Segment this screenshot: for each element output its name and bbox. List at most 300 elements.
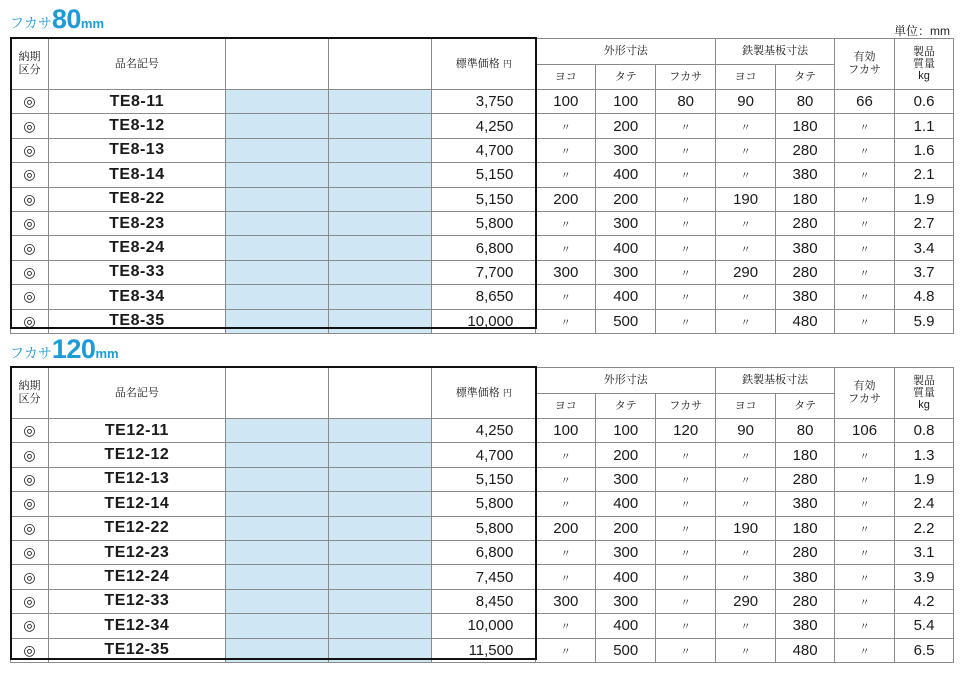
header-steel-yoko: ヨコ (716, 65, 776, 90)
steel-tate-cell: 280 (776, 138, 835, 162)
outer-fukasa-cell: 〃 (656, 211, 716, 235)
outer-fukasa-cell: 120 (656, 419, 716, 443)
effective-depth-cell: 〃 (835, 187, 895, 211)
steel-tate-cell: 380 (776, 285, 835, 309)
product-code: TE12-24 (48, 565, 225, 589)
product-code: TE12-13 (48, 467, 225, 491)
outer-fukasa-cell: 〃 (656, 114, 716, 138)
header-blank-2 (328, 39, 432, 90)
outer-fukasa-cell: 〃 (656, 163, 716, 187)
delivery-mark: ◎ (11, 163, 49, 187)
effective-depth-cell: 〃 (835, 138, 895, 162)
product-code: TE12-33 (48, 589, 225, 613)
outer-yoko-cell: 〃 (536, 614, 596, 638)
product-code: TE8-13 (48, 138, 225, 162)
delivery-mark: ◎ (11, 467, 49, 491)
price-cell: 4,250 (432, 114, 536, 138)
product-code: TE12-35 (48, 638, 225, 662)
outer-tate-cell: 200 (596, 443, 656, 467)
price-table (10, 38, 954, 334)
delivery-mark: ◎ (11, 565, 49, 589)
effective-depth-cell: 〃 (835, 285, 895, 309)
outer-yoko-cell: 〃 (536, 163, 596, 187)
mass-cell: 1.6 (895, 138, 954, 162)
delivery-mark: ◎ (11, 589, 49, 613)
outer-yoko-cell: 〃 (536, 492, 596, 516)
delivery-mark: ◎ (11, 516, 49, 540)
mass-cell: 3.1 (895, 540, 954, 564)
blank-cell (328, 565, 432, 589)
delivery-mark: ◎ (11, 211, 49, 235)
mass-cell: 2.4 (895, 492, 954, 516)
table-row (11, 467, 954, 491)
header-outer-dims: 外形寸法 (536, 368, 716, 394)
blank-cell (225, 309, 328, 333)
product-code: TE8-22 (48, 187, 225, 211)
outer-yoko-cell: 〃 (536, 236, 596, 260)
blank-cell (328, 589, 432, 613)
header-steel-tate: タテ (776, 394, 835, 419)
header-price: 標準価格 円 (432, 368, 536, 419)
blank-cell (225, 90, 328, 114)
product-code: TE8-33 (48, 260, 225, 284)
outer-fukasa-cell: 〃 (656, 589, 716, 613)
table-row (11, 309, 954, 333)
header-price: 標準価格 円 (432, 39, 536, 90)
header-mass: 製品 質量 kg (895, 368, 954, 419)
header-steel-tate: タテ (776, 65, 835, 90)
blank-cell (328, 614, 432, 638)
blank-cell (328, 285, 432, 309)
effective-depth-cell: 〃 (835, 211, 895, 235)
outer-tate-cell: 300 (596, 540, 656, 564)
table-row (11, 638, 954, 662)
steel-tate-cell: 380 (776, 565, 835, 589)
table-row (11, 260, 954, 284)
steel-tate-cell: 280 (776, 467, 835, 491)
steel-tate-cell: 180 (776, 187, 835, 211)
table-row (11, 492, 954, 516)
blank-cell (328, 211, 432, 235)
product-code: TE8-23 (48, 211, 225, 235)
steel-yoko-cell: 〃 (716, 443, 776, 467)
product-code: TE12-12 (48, 443, 225, 467)
outer-fukasa-cell: 〃 (656, 443, 716, 467)
effective-depth-cell: 〃 (835, 540, 895, 564)
steel-tate-cell: 380 (776, 492, 835, 516)
blank-cell (328, 516, 432, 540)
outer-tate-cell: 400 (596, 614, 656, 638)
outer-fukasa-cell: 〃 (656, 540, 716, 564)
steel-yoko-cell: 〃 (716, 163, 776, 187)
blank-cell (225, 163, 328, 187)
table-row (11, 163, 954, 187)
header-outer-fukasa: フカサ (656, 65, 716, 90)
outer-fukasa-cell: 〃 (656, 236, 716, 260)
outer-tate-cell: 300 (596, 138, 656, 162)
price-cell: 5,150 (432, 187, 536, 211)
price-cell: 7,450 (432, 565, 536, 589)
outer-fukasa-cell: 〃 (656, 565, 716, 589)
table-row (11, 138, 954, 162)
blank-cell (225, 638, 328, 662)
steel-tate-cell: 80 (776, 90, 835, 114)
effective-depth-cell: 〃 (835, 260, 895, 284)
mass-cell: 6.5 (895, 638, 954, 662)
delivery-mark: ◎ (11, 309, 49, 333)
steel-yoko-cell: 〃 (716, 614, 776, 638)
steel-tate-cell: 80 (776, 419, 835, 443)
blank-cell (328, 163, 432, 187)
steel-tate-cell: 280 (776, 589, 835, 613)
price-cell: 5,150 (432, 467, 536, 491)
section-title-number: 120 (51, 334, 96, 364)
header-steel-dims: 鉄製基板寸法 (716, 368, 835, 394)
blank-cell (225, 589, 328, 613)
price-cell: 4,700 (432, 138, 536, 162)
table-row (11, 443, 954, 467)
steel-yoko-cell: 〃 (716, 540, 776, 564)
header-effective-depth: 有効 フカサ (835, 39, 895, 90)
header-steel-yoko: ヨコ (716, 394, 776, 419)
steel-yoko-cell: 〃 (716, 638, 776, 662)
delivery-mark: ◎ (11, 492, 49, 516)
steel-yoko-cell: 〃 (716, 285, 776, 309)
steel-yoko-cell: 〃 (716, 565, 776, 589)
header-product-code: 品名記号 (48, 39, 225, 90)
blank-cell (328, 90, 432, 114)
table-row (11, 285, 954, 309)
outer-fukasa-cell: 〃 (656, 309, 716, 333)
outer-yoko-cell: 100 (536, 90, 596, 114)
section-title-unit: mm (95, 346, 119, 361)
section-title-unit: mm (80, 16, 105, 31)
price-cell: 5,800 (432, 516, 536, 540)
steel-yoko-cell: 290 (716, 260, 776, 284)
table-row (11, 187, 954, 211)
delivery-mark: ◎ (11, 419, 49, 443)
outer-tate-cell: 100 (596, 90, 656, 114)
outer-tate-cell: 400 (596, 163, 656, 187)
mass-cell: 4.8 (895, 285, 954, 309)
table-row (11, 236, 954, 260)
outer-yoko-cell: 〃 (536, 138, 596, 162)
delivery-mark: ◎ (11, 260, 49, 284)
blank-cell (225, 516, 328, 540)
blank-cell (328, 492, 432, 516)
blank-cell (328, 540, 432, 564)
outer-fukasa-cell: 〃 (656, 187, 716, 211)
price-cell: 5,800 (432, 492, 536, 516)
mass-cell: 4.2 (895, 589, 954, 613)
section-depth-80 (10, 4, 954, 328)
outer-tate-cell: 400 (596, 492, 656, 516)
steel-tate-cell: 380 (776, 236, 835, 260)
effective-depth-cell: 〃 (835, 467, 895, 491)
effective-depth-cell: 〃 (835, 236, 895, 260)
delivery-mark: ◎ (11, 138, 49, 162)
header-outer-dims: 外形寸法 (536, 39, 716, 65)
outer-tate-cell: 400 (596, 236, 656, 260)
mass-cell: 3.4 (895, 236, 954, 260)
product-code: TE8-11 (48, 90, 225, 114)
steel-yoko-cell: 〃 (716, 114, 776, 138)
outer-yoko-cell: 〃 (536, 309, 596, 333)
table-row (11, 211, 954, 235)
price-cell: 6,800 (432, 540, 536, 564)
blank-cell (328, 443, 432, 467)
outer-tate-cell: 500 (596, 309, 656, 333)
blank-cell (328, 260, 432, 284)
header-outer-fukasa: フカサ (656, 394, 716, 419)
effective-depth-cell: 〃 (835, 443, 895, 467)
mass-cell: 0.6 (895, 90, 954, 114)
header-mass: 製品 質量 kg (895, 39, 954, 90)
outer-yoko-cell: 〃 (536, 211, 596, 235)
outer-fukasa-cell: 〃 (656, 138, 716, 162)
blank-cell (328, 467, 432, 491)
outer-fukasa-cell: 80 (656, 90, 716, 114)
price-cell: 5,150 (432, 163, 536, 187)
outer-yoko-cell: 〃 (536, 114, 596, 138)
price-cell: 8,450 (432, 589, 536, 613)
steel-tate-cell: 180 (776, 443, 835, 467)
blank-cell (225, 211, 328, 235)
outer-tate-cell: 300 (596, 260, 656, 284)
delivery-mark: ◎ (11, 187, 49, 211)
mass-cell: 1.9 (895, 187, 954, 211)
steel-yoko-cell: 90 (716, 90, 776, 114)
delivery-mark: ◎ (11, 614, 49, 638)
blank-cell (225, 443, 328, 467)
unit-note: 単位：mm (894, 24, 950, 38)
blank-cell (225, 236, 328, 260)
outer-yoko-cell: 300 (536, 260, 596, 284)
table-row (11, 540, 954, 564)
outer-fukasa-cell: 〃 (656, 516, 716, 540)
mass-cell: 2.1 (895, 163, 954, 187)
outer-yoko-cell: 〃 (536, 285, 596, 309)
steel-tate-cell: 380 (776, 614, 835, 638)
outer-fukasa-cell: 〃 (656, 614, 716, 638)
table-row (11, 114, 954, 138)
delivery-mark: ◎ (11, 236, 49, 260)
steel-yoko-cell: 〃 (716, 211, 776, 235)
outer-yoko-cell: 200 (536, 516, 596, 540)
header-delivery: 納期 区分 (11, 368, 49, 419)
outer-fukasa-cell: 〃 (656, 285, 716, 309)
blank-cell (225, 492, 328, 516)
steel-yoko-cell: 190 (716, 516, 776, 540)
section-depth-120 (10, 334, 954, 660)
price-cell: 7,700 (432, 260, 536, 284)
table-row (11, 589, 954, 613)
table-row (11, 565, 954, 589)
outer-yoko-cell: 〃 (536, 467, 596, 491)
delivery-mark: ◎ (11, 90, 49, 114)
table-body (11, 419, 954, 663)
steel-yoko-cell: 〃 (716, 138, 776, 162)
delivery-mark: ◎ (11, 285, 49, 309)
product-code: TE12-22 (48, 516, 225, 540)
price-cell: 10,000 (432, 309, 536, 333)
steel-yoko-cell: 90 (716, 419, 776, 443)
product-code: TE8-12 (48, 114, 225, 138)
table-row (11, 516, 954, 540)
outer-tate-cell: 400 (596, 565, 656, 589)
blank-cell (225, 285, 328, 309)
mass-cell: 0.8 (895, 419, 954, 443)
blank-cell (225, 114, 328, 138)
blank-cell (225, 187, 328, 211)
blank-cell (225, 138, 328, 162)
outer-fukasa-cell: 〃 (656, 492, 716, 516)
outer-yoko-cell: 300 (536, 589, 596, 613)
effective-depth-cell: 66 (835, 90, 895, 114)
outer-fukasa-cell: 〃 (656, 467, 716, 491)
outer-tate-cell: 500 (596, 638, 656, 662)
product-code: TE12-11 (48, 419, 225, 443)
price-cell: 10,000 (432, 614, 536, 638)
effective-depth-cell: 〃 (835, 614, 895, 638)
blank-cell (328, 114, 432, 138)
mass-cell: 2.7 (895, 211, 954, 235)
effective-depth-cell: 〃 (835, 492, 895, 516)
header-outer-tate: タテ (596, 65, 656, 90)
outer-tate-cell: 200 (596, 114, 656, 138)
blank-cell (225, 467, 328, 491)
outer-tate-cell: 300 (596, 467, 656, 491)
effective-depth-cell: 〃 (835, 309, 895, 333)
outer-yoko-cell: 〃 (536, 565, 596, 589)
outer-yoko-cell: 〃 (536, 540, 596, 564)
effective-depth-cell: 106 (835, 419, 895, 443)
delivery-mark: ◎ (11, 540, 49, 564)
outer-yoko-cell: 100 (536, 419, 596, 443)
effective-depth-cell: 〃 (835, 638, 895, 662)
effective-depth-cell: 〃 (835, 589, 895, 613)
section-title (10, 4, 104, 35)
steel-tate-cell: 180 (776, 114, 835, 138)
outer-tate-cell: 400 (596, 285, 656, 309)
mass-cell: 3.7 (895, 260, 954, 284)
delivery-mark: ◎ (11, 114, 49, 138)
table-row (11, 419, 954, 443)
mass-cell: 1.3 (895, 443, 954, 467)
outer-tate-cell: 200 (596, 516, 656, 540)
delivery-mark: ◎ (11, 638, 49, 662)
header-product-code: 品名記号 (48, 368, 225, 419)
blank-cell (328, 309, 432, 333)
price-cell: 8,650 (432, 285, 536, 309)
delivery-mark: ◎ (11, 443, 49, 467)
mass-cell: 1.1 (895, 114, 954, 138)
price-cell: 11,500 (432, 638, 536, 662)
product-code: TE12-14 (48, 492, 225, 516)
steel-yoko-cell: 〃 (716, 467, 776, 491)
steel-tate-cell: 480 (776, 638, 835, 662)
price-cell: 6,800 (432, 236, 536, 260)
steel-yoko-cell: 〃 (716, 492, 776, 516)
section-title-prefix: フカサ (10, 345, 52, 361)
price-cell: 4,250 (432, 419, 536, 443)
steel-yoko-cell: 〃 (716, 309, 776, 333)
outer-tate-cell: 100 (596, 419, 656, 443)
table-row (11, 90, 954, 114)
blank-cell (225, 614, 328, 638)
blank-cell (225, 565, 328, 589)
product-code: TE8-35 (48, 309, 225, 333)
table-body (11, 90, 954, 334)
steel-yoko-cell: 290 (716, 589, 776, 613)
blank-cell (328, 419, 432, 443)
steel-tate-cell: 280 (776, 211, 835, 235)
steel-tate-cell: 480 (776, 309, 835, 333)
outer-tate-cell: 300 (596, 589, 656, 613)
blank-cell (328, 236, 432, 260)
outer-yoko-cell: 200 (536, 187, 596, 211)
steel-yoko-cell: 190 (716, 187, 776, 211)
section-title (10, 334, 119, 365)
product-code: TE8-14 (48, 163, 225, 187)
mass-cell: 3.9 (895, 565, 954, 589)
outer-tate-cell: 300 (596, 211, 656, 235)
product-code: TE12-23 (48, 540, 225, 564)
mass-cell: 1.9 (895, 467, 954, 491)
effective-depth-cell: 〃 (835, 114, 895, 138)
effective-depth-cell: 〃 (835, 516, 895, 540)
product-code: TE8-34 (48, 285, 225, 309)
steel-tate-cell: 280 (776, 540, 835, 564)
mass-cell: 5.4 (895, 614, 954, 638)
effective-depth-cell: 〃 (835, 565, 895, 589)
outer-yoko-cell: 〃 (536, 638, 596, 662)
blank-cell (225, 260, 328, 284)
blank-cell (328, 138, 432, 162)
header-effective-depth: 有効 フカサ (835, 368, 895, 419)
price-cell: 3,750 (432, 90, 536, 114)
outer-yoko-cell: 〃 (536, 443, 596, 467)
section-title-number: 80 (51, 4, 81, 34)
header-delivery: 納期 区分 (11, 39, 49, 90)
header-blank-1 (225, 368, 328, 419)
product-code: TE12-34 (48, 614, 225, 638)
header-blank-2 (328, 368, 432, 419)
price-table (10, 367, 954, 663)
section-title-prefix: フカサ (10, 15, 52, 31)
header-outer-yoko: ヨコ (536, 65, 596, 90)
steel-yoko-cell: 〃 (716, 236, 776, 260)
header-blank-1 (225, 39, 328, 90)
effective-depth-cell: 〃 (835, 163, 895, 187)
blank-cell (328, 638, 432, 662)
header-outer-yoko: ヨコ (536, 394, 596, 419)
steel-tate-cell: 280 (776, 260, 835, 284)
header-steel-dims: 鉄製基板寸法 (716, 39, 835, 65)
price-cell: 4,700 (432, 443, 536, 467)
outer-tate-cell: 200 (596, 187, 656, 211)
blank-cell (328, 187, 432, 211)
steel-tate-cell: 380 (776, 163, 835, 187)
product-code: TE8-24 (48, 236, 225, 260)
steel-tate-cell: 180 (776, 516, 835, 540)
blank-cell (225, 540, 328, 564)
mass-cell: 5.9 (895, 309, 954, 333)
outer-fukasa-cell: 〃 (656, 638, 716, 662)
blank-cell (225, 419, 328, 443)
price-cell: 5,800 (432, 211, 536, 235)
mass-cell: 2.2 (895, 516, 954, 540)
